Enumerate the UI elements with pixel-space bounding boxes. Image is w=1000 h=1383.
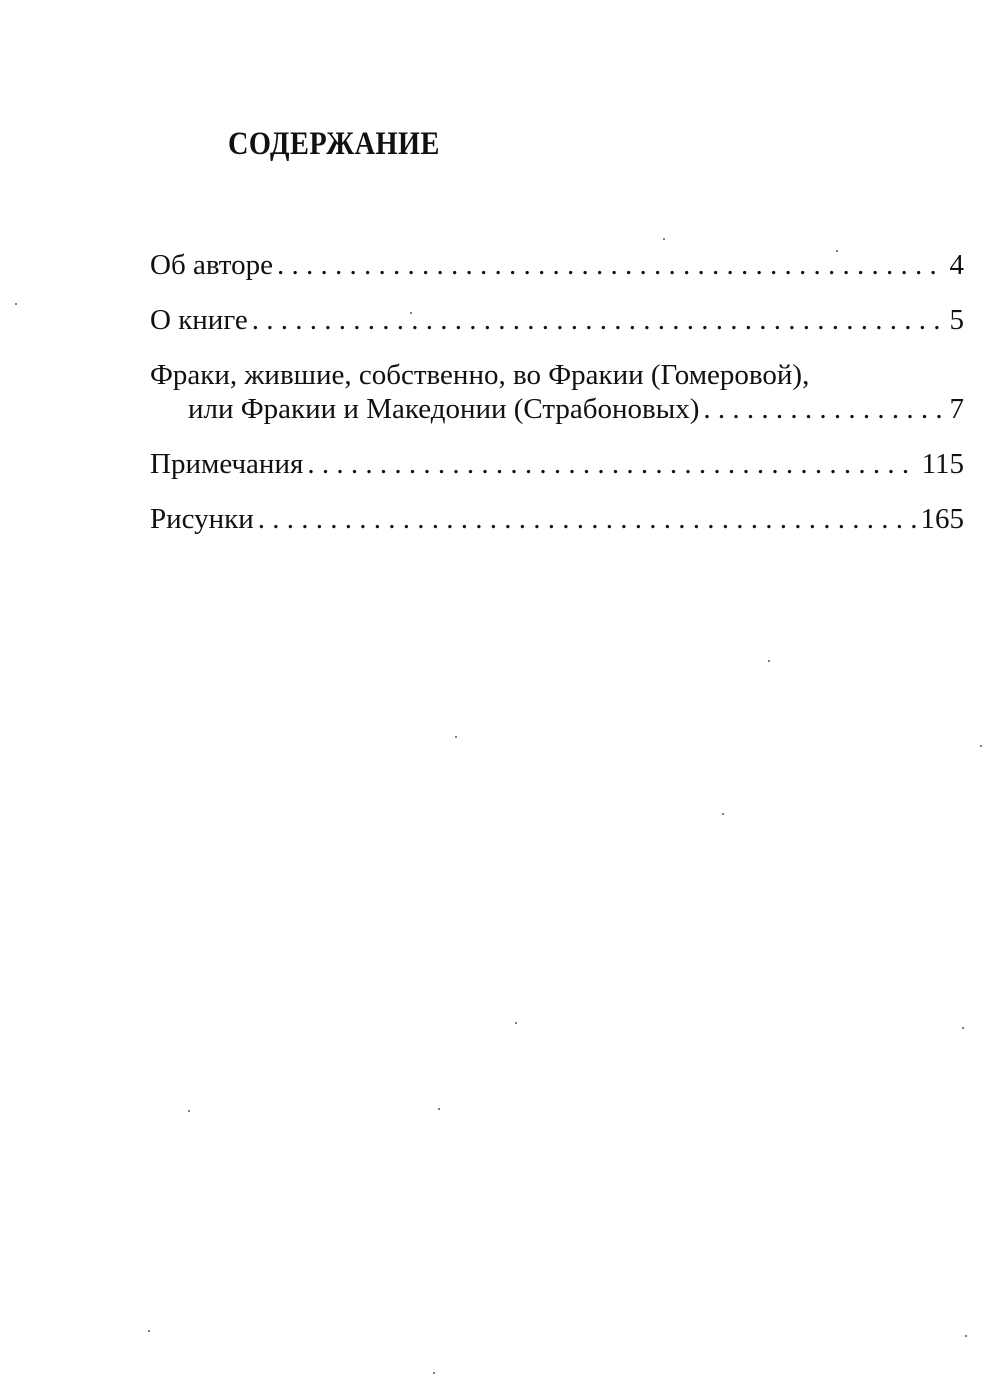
toc-leader-dots xyxy=(277,248,946,283)
toc-list xyxy=(150,248,964,557)
toc-title-line-1: Фраки, жившие, собственно, во Фракии (Гомеровой), xyxy=(150,358,810,391)
toc-heading: СОДЕРЖАНИЕ xyxy=(228,126,440,162)
scan-speck xyxy=(455,736,457,738)
toc-title: Об авторе xyxy=(150,249,273,281)
toc-leader-dots xyxy=(258,502,917,537)
toc-page-number: 165 xyxy=(920,502,964,535)
toc-page-number: 4 xyxy=(949,249,964,281)
toc-leader-dots xyxy=(703,392,945,427)
scan-speck xyxy=(433,1372,435,1374)
toc-line xyxy=(150,502,964,537)
toc-page-number: 115 xyxy=(921,448,964,481)
scan-speck xyxy=(15,303,17,305)
toc-page-number: 5 xyxy=(949,303,964,336)
toc-entry-about-author xyxy=(150,248,964,283)
scan-speck xyxy=(722,813,724,815)
scan-speck xyxy=(410,312,412,314)
scan-speck xyxy=(188,1110,190,1112)
scan-speck xyxy=(663,238,665,240)
toc-line xyxy=(150,447,964,482)
toc-page-number: 7 xyxy=(949,393,964,426)
scan-speck xyxy=(965,1335,967,1337)
scan-speck xyxy=(980,745,982,747)
scan-speck xyxy=(438,1108,440,1110)
toc-line xyxy=(150,392,964,427)
toc-entry-figures xyxy=(150,502,964,537)
scan-speck xyxy=(515,1022,517,1024)
toc-title: Примечания xyxy=(150,448,304,481)
toc-line xyxy=(150,248,964,283)
toc-line xyxy=(150,303,964,338)
toc-entry-thracians xyxy=(150,358,964,428)
toc-leader-dots xyxy=(307,447,917,482)
toc-title: Рисунки xyxy=(150,502,254,535)
toc-entry-notes xyxy=(150,447,964,482)
toc-title-line-2: или Фракии и Македонии (Страбоновых) xyxy=(188,393,700,426)
scan-speck xyxy=(148,1330,150,1332)
toc-entry-about-book xyxy=(150,303,964,338)
toc-leader-dots xyxy=(252,303,946,338)
toc-title: О книге xyxy=(150,303,248,336)
scan-speck xyxy=(836,250,838,252)
scan-speck xyxy=(768,660,770,662)
scan-speck xyxy=(962,1027,964,1029)
